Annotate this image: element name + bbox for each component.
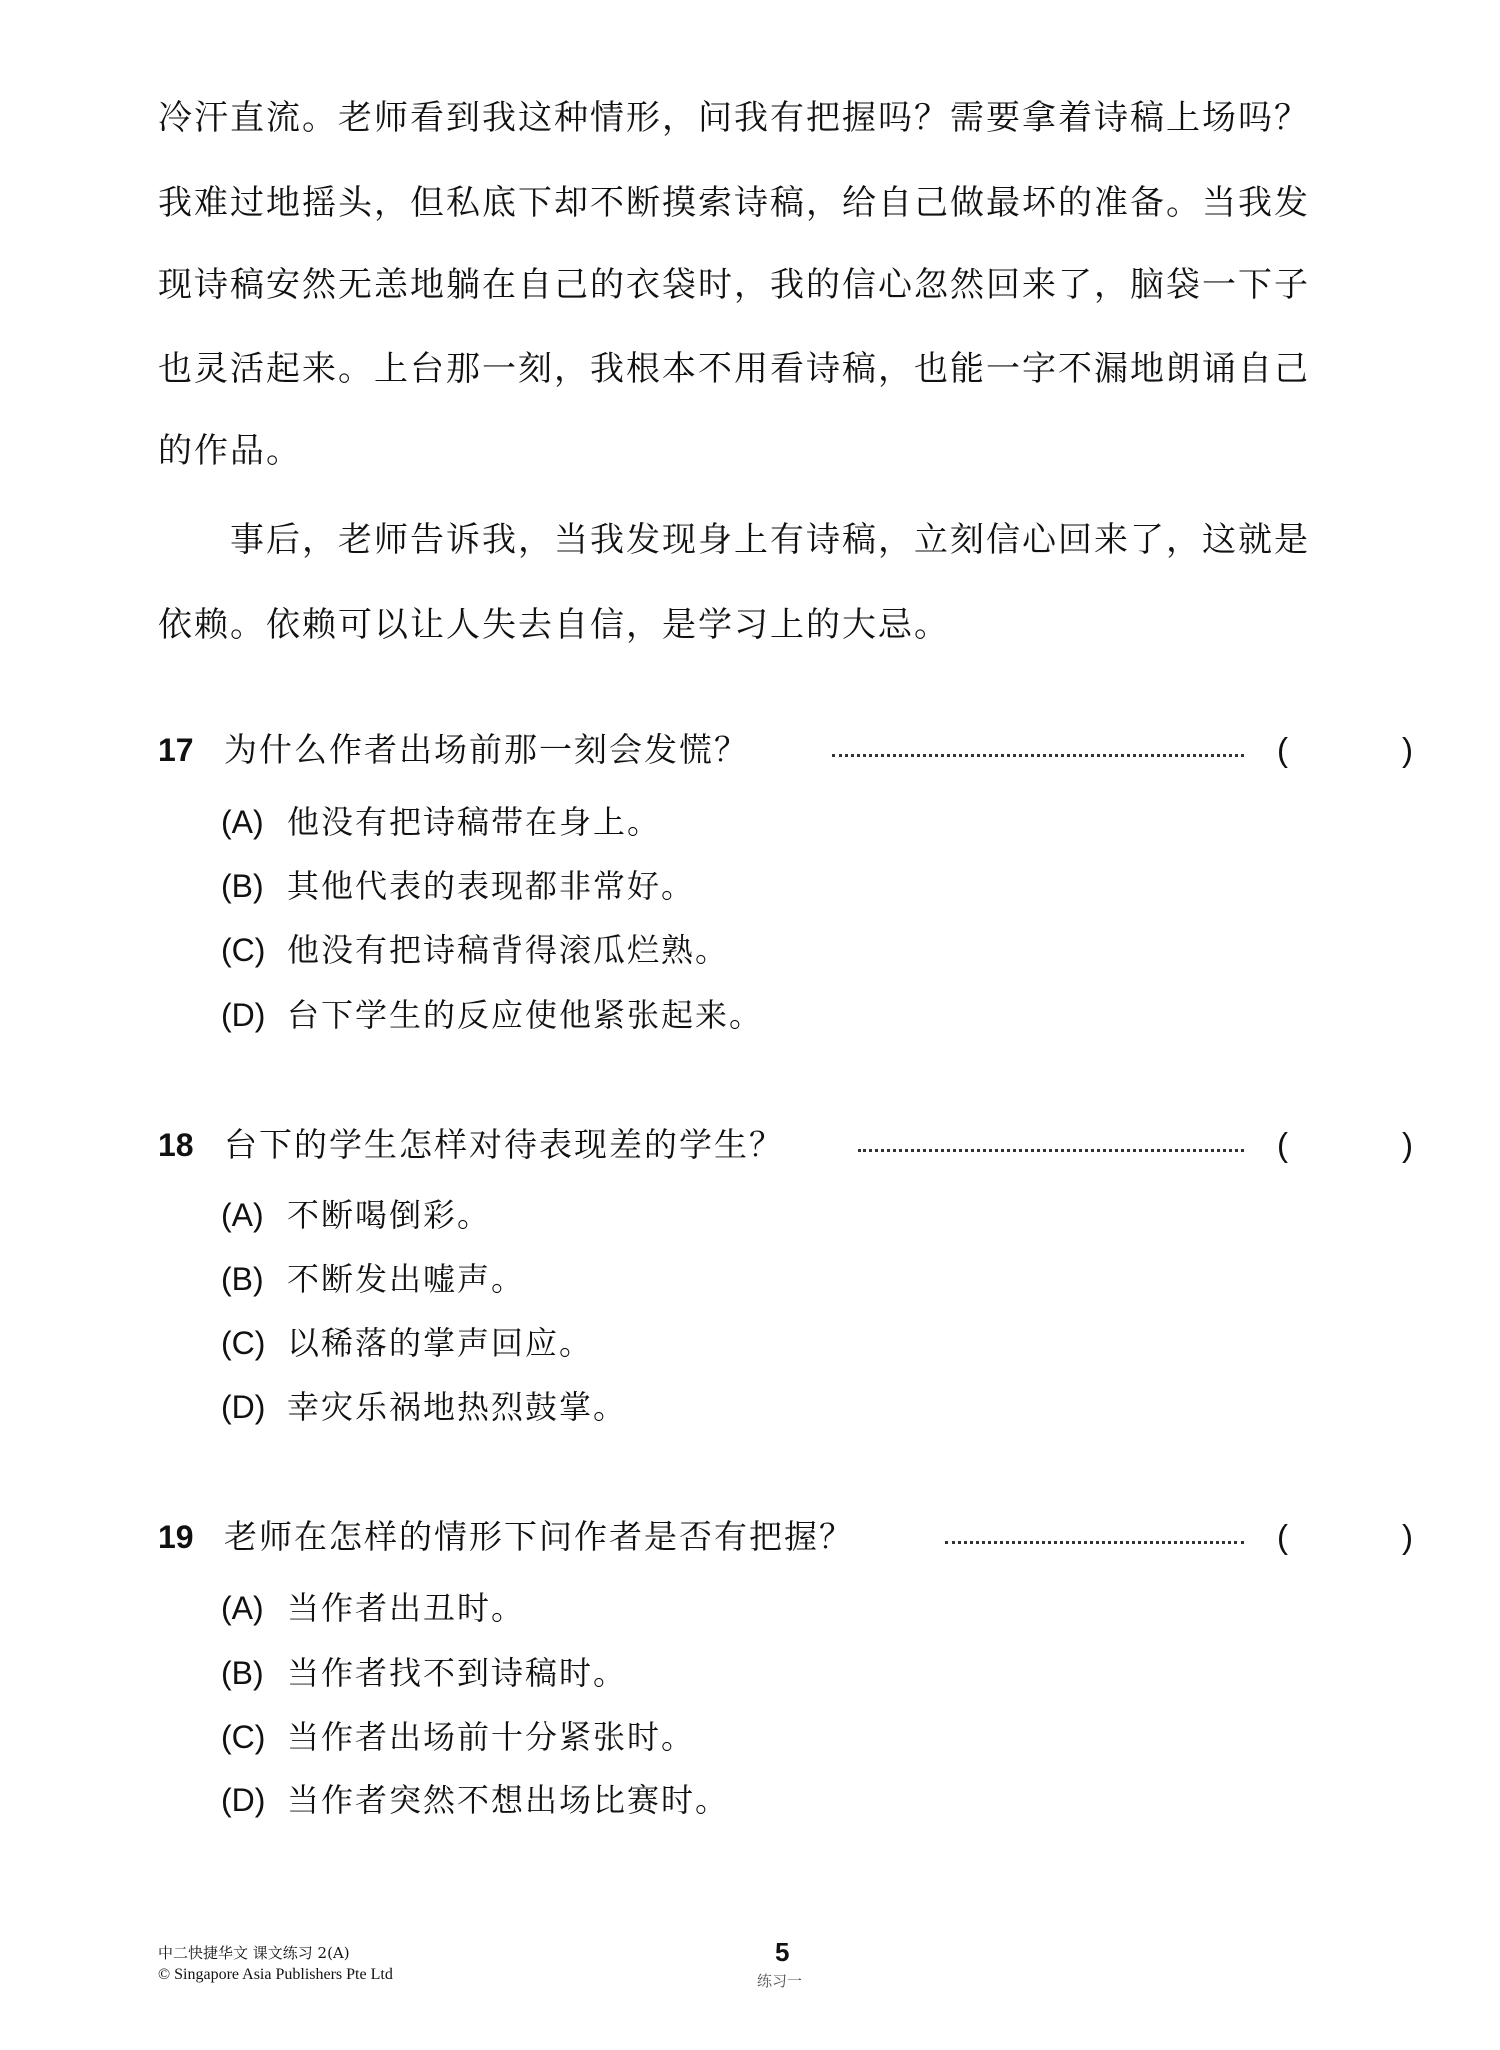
answer-paren-close[interactable]: ) [1402, 731, 1413, 768]
answer-paren-close[interactable]: ) [1402, 1126, 1413, 1163]
dotted-leader [832, 754, 1244, 757]
passage-line: 冷汗直流。老师看到我这种情形，问我有把握吗？需要拿着诗稿上场吗？ [158, 98, 1310, 138]
footer-copyright: © Singapore Asia Publishers Pte Ltd [158, 1966, 393, 1983]
option-letter: (A) [221, 1590, 264, 1626]
option-text: 当作者找不到诗稿时。 [287, 1654, 628, 1692]
passage-line: 的作品。 [158, 431, 302, 471]
option-text: 当作者突然不想出场比赛时。 [287, 1781, 730, 1819]
option-letter: (B) [221, 1261, 264, 1297]
option-text: 不断发出嘘声。 [287, 1260, 526, 1298]
option-letter: (A) [221, 804, 264, 840]
option-text: 当作者出丑时。 [287, 1589, 526, 1627]
answer-paren-open[interactable]: ( [1277, 731, 1288, 768]
dotted-leader [945, 1541, 1244, 1544]
passage-line: 事后，老师告诉我，当我发现身上有诗稿，立刻信心回来了，这就是 [158, 520, 1310, 560]
question-number: 18 [158, 1127, 194, 1163]
option-c [221, 930, 729, 970]
option-letter: (A) [221, 1197, 264, 1233]
option-letter: (D) [221, 1782, 266, 1818]
option-letter: (C) [221, 932, 266, 968]
option-b [221, 866, 695, 906]
dotted-leader [858, 1149, 1244, 1152]
question-text: 为什么作者出场前那一刻会发慌？ [224, 730, 749, 769]
answer-paren-open[interactable]: ( [1277, 1126, 1288, 1163]
option-text: 当作者出场前十分紧张时。 [287, 1718, 696, 1756]
passage-line: 也灵活起来。上台那一刻，我根本不用看诗稿，也能一字不漏地朗诵自己 [158, 349, 1310, 389]
option-letter: (C) [221, 1719, 266, 1755]
option-a [221, 802, 661, 842]
option-c [221, 1717, 695, 1757]
option-text: 以稀落的掌声回应。 [287, 1324, 594, 1362]
option-a [221, 1588, 525, 1628]
option-d [221, 1387, 627, 1427]
option-letter: (B) [221, 1655, 264, 1691]
option-c [221, 1323, 593, 1363]
footer-section: 练习一 [757, 1972, 803, 1990]
question-number: 19 [158, 1519, 194, 1555]
answer-paren-close[interactable]: ) [1402, 1518, 1413, 1555]
passage-line: 依赖。依赖可以让人失去自信，是学习上的大忌。 [158, 605, 950, 645]
page-number: 5 [775, 1937, 790, 1967]
question-18 [158, 1125, 1418, 1165]
passage-line: 现诗稿安然无恙地躺在自己的衣袋时，我的信心忽然回来了，脑袋一下子 [158, 265, 1310, 305]
option-b [221, 1259, 525, 1299]
option-letter: (B) [221, 868, 264, 904]
option-b [221, 1653, 627, 1693]
question-text: 老师在怎样的情形下问作者是否有把握？ [224, 1517, 854, 1556]
option-letter: (D) [221, 997, 266, 1033]
footer-book-title: 中二快捷华文 课文练习 2(A) [158, 1944, 350, 1962]
option-letter: (C) [221, 1325, 266, 1361]
question-text: 台下的学生怎样对待表现差的学生？ [224, 1125, 784, 1164]
option-d [221, 995, 763, 1035]
question-19 [158, 1517, 1418, 1557]
option-text: 他没有把诗稿背得滚瓜烂熟。 [287, 931, 730, 969]
option-text: 台下学生的反应使他紧张起来。 [287, 996, 764, 1034]
option-text: 他没有把诗稿带在身上。 [287, 803, 662, 841]
option-letter: (D) [221, 1389, 266, 1425]
question-number: 17 [158, 732, 194, 768]
option-text: 其他代表的表现都非常好。 [287, 867, 696, 905]
question-17 [158, 730, 1418, 770]
option-text: 幸灾乐祸地热烈鼓掌。 [287, 1388, 628, 1426]
option-text: 不断喝倒彩。 [287, 1196, 492, 1234]
answer-paren-open[interactable]: ( [1277, 1518, 1288, 1555]
passage-line: 我难过地摇头，但私底下却不断摸索诗稿，给自己做最坏的准备。当我发 [158, 183, 1310, 223]
option-a [221, 1195, 491, 1235]
option-d [221, 1780, 729, 1820]
